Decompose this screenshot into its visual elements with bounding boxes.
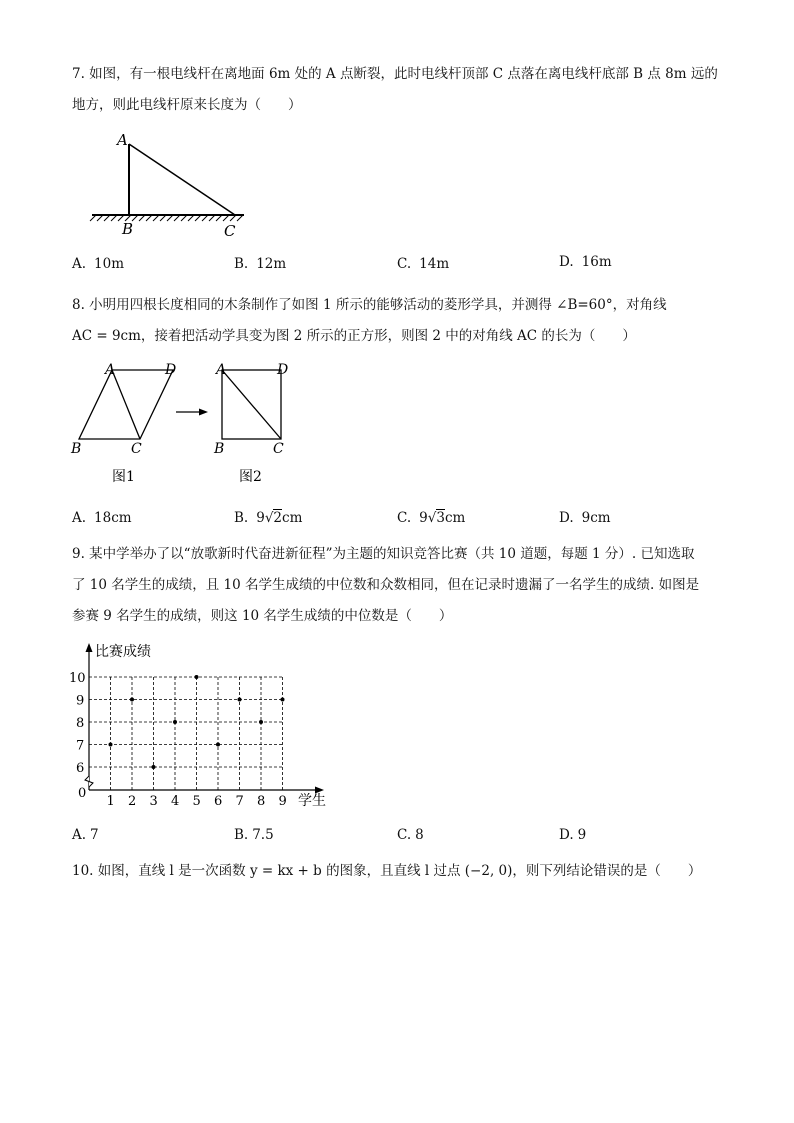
arrow-head <box>199 409 208 416</box>
option-d[interactable]: D. 9cm <box>559 510 611 526</box>
question-10-line-1: 10. 如图，直线 l 是一次函数 y = kx + b 的图象，且直线 l 过点 (−2, 0)，则下列结论错误的是（ ） <box>72 863 702 879</box>
data-point <box>173 720 177 724</box>
point-label-c: C <box>224 222 236 240</box>
x-tick-labels <box>107 794 287 809</box>
option-b[interactable]: B. 9√2cm <box>234 510 303 526</box>
x-tick-label: 9 <box>278 794 287 809</box>
fig1-label-a: A <box>105 362 116 378</box>
broken-pole-segment <box>129 144 235 215</box>
y-tick-label: 6 <box>76 761 85 776</box>
question-9-line-3: 参赛 9 名学生的成绩，则这 10 名学生成绩的中位数是（ ） <box>72 608 453 624</box>
radicand: 3 <box>436 510 445 526</box>
x-tick-label: 6 <box>214 794 223 809</box>
rhombus-diagonal-ac <box>112 370 140 439</box>
data-point <box>216 743 220 747</box>
point-label-a: A <box>117 131 128 149</box>
x-tick-label: 4 <box>171 794 180 809</box>
data-point <box>152 765 156 769</box>
question-9-line-2: 了 10 名学生的成绩，且 10 名学生成绩的中位数和众数相同，但在记录时遗漏了一名学生的成绩. 如图是 <box>72 577 700 593</box>
option-b[interactable]: B. 7.5 <box>234 827 274 843</box>
fig1-label-d: D <box>165 362 177 378</box>
question-8-line-2: AC = 9cm，接着把活动学具变为图 2 所示的正方形，则图 2 中的对角线 AC 的长为（ ） <box>72 328 636 344</box>
chart-grid <box>89 677 283 790</box>
option-a[interactable]: A. 7 <box>72 827 99 843</box>
option-c[interactable]: C. 8 <box>397 827 424 843</box>
question-8-figure <box>68 360 328 490</box>
fig2-caption: 图2 <box>239 469 262 485</box>
fig2-label-d: D <box>277 362 289 378</box>
x-tick-label: 2 <box>128 794 137 809</box>
x-tick-label: 1 <box>106 794 115 809</box>
option-d[interactable]: D. 9 <box>559 827 587 843</box>
radicand: 2 <box>273 510 283 526</box>
data-point <box>130 698 134 702</box>
question-8-line-1: 8. 小明用四根长度相同的木条制作了如图 1 所示的能够活动的菱形学具，并测得 ∠B=60°，对角线 <box>72 297 667 313</box>
fig2-label-c: C <box>273 441 284 457</box>
question-8 <box>72 290 722 352</box>
fig1-label-c: C <box>131 441 142 457</box>
option-c[interactable]: C. 9√3cm <box>397 510 466 526</box>
y-tick-label: 8 <box>76 716 85 731</box>
y-axis-label: 比赛成绩 <box>95 644 151 660</box>
x-tick-label: 3 <box>149 794 158 809</box>
question-9-line-1: 9. 某中学举办了以“放歌新时代奋进新征程”为主题的知识竞答比赛（共 10 道题，每题 1 分）. 已知选取 <box>72 546 695 562</box>
x-axis-label: 学生 <box>298 793 326 809</box>
y-tick-label: 9 <box>76 693 85 709</box>
data-point <box>195 675 199 679</box>
question-9-chart <box>66 640 346 815</box>
x-tick-label: 8 <box>257 794 266 809</box>
option-d[interactable]: D. 16m <box>559 254 612 270</box>
question-8-options <box>72 510 722 532</box>
fig1-label-b: B <box>71 441 82 457</box>
fig2-label-a: A <box>216 362 227 378</box>
x-tick-label: 7 <box>235 794 244 809</box>
point-label-b: B <box>122 220 134 238</box>
data-point <box>281 698 285 702</box>
sqrt-sign: √ <box>427 510 437 526</box>
data-point <box>109 743 113 747</box>
option-c[interactable]: C. 14m <box>397 256 450 272</box>
question-7-line-1: 7. 如图，有一根电线杆在离地面 6m 处的 A 点断裂，此时电线杆顶部 C 点落在离电线杆底部 B 点 8m 远的 <box>72 66 718 82</box>
option-b[interactable]: B. 12m <box>234 256 287 272</box>
question-7-line-2: 地方，则此电线杆原来长度为（ ） <box>72 97 302 113</box>
origin-label: 0 <box>78 786 87 801</box>
fig2-label-b: B <box>214 441 225 457</box>
y-tick-label: 7 <box>76 738 85 754</box>
question-9 <box>72 539 722 632</box>
question-9-options <box>72 827 722 849</box>
data-point <box>259 720 263 724</box>
question-7-figure <box>88 130 248 240</box>
y-tick-label: 10 <box>69 671 86 686</box>
question-7-options <box>72 256 722 278</box>
question-10 <box>72 856 722 887</box>
y-axis-arrow <box>86 643 93 652</box>
option-a[interactable]: A. 18cm <box>72 510 132 526</box>
x-tick-label: 5 <box>192 794 201 809</box>
fig1-caption: 图1 <box>112 469 135 485</box>
option-a[interactable]: A. 10m <box>72 256 125 272</box>
square-diagonal-ac <box>222 370 281 439</box>
question-7 <box>72 59 722 121</box>
sqrt-sign: √ <box>264 510 274 526</box>
data-point <box>238 698 242 702</box>
y-tick-labels <box>69 671 86 776</box>
